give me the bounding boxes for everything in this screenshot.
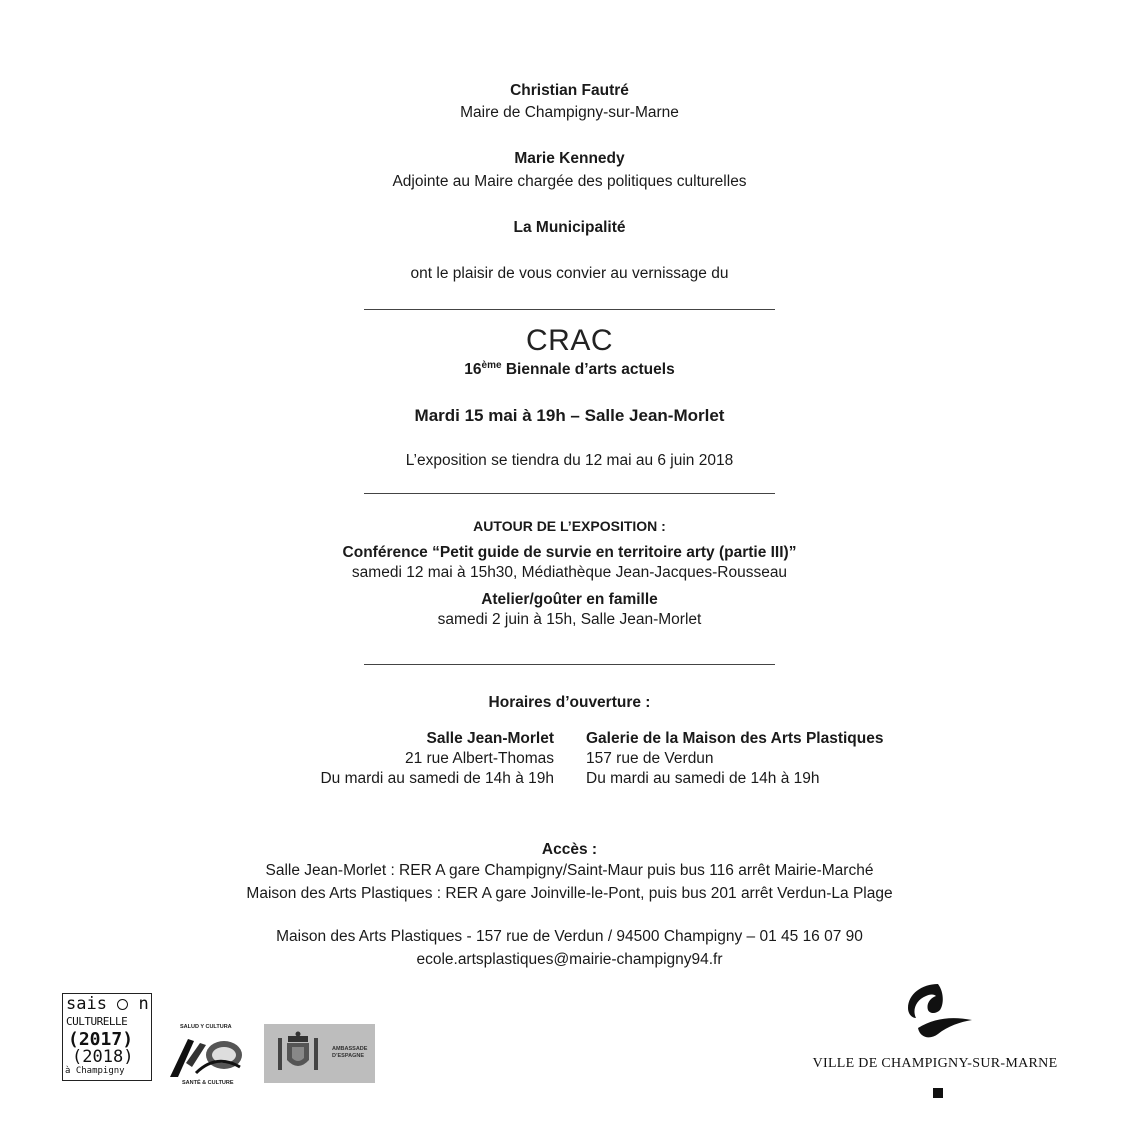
hours-right-name: Galerie de la Maison des Arts Plastiques: [586, 730, 884, 747]
event-subtitle: 16ème Biennale d’arts actuels: [464, 360, 675, 378]
contact-email[interactable]: ecole.artsplastiques@mairie-champigny94.fr: [416, 951, 723, 968]
salud-top-text: SALUD Y CULTURA: [180, 1024, 232, 1030]
event-title: CRAC: [525, 324, 613, 357]
divider-1: [364, 309, 775, 310]
embassy-text: [332, 1046, 367, 1060]
saison-line5: à Champigny: [65, 1066, 125, 1076]
access-line-1: Salle Jean-Morlet : RER A gare Champigny/Saint-Maur puis bus 116 arrêt Mairie-Marché: [265, 862, 874, 879]
hours-right-address: 157 rue de Verdun: [586, 750, 714, 767]
host-role-2: Adjointe au Maire chargée des politiques culturelles: [392, 173, 747, 190]
host-name-1: Christian Fautré: [510, 82, 629, 99]
embassy-text-1: AMBASSADE: [332, 1046, 368, 1052]
event-opening: Mardi 15 mai à 19h – Salle Jean-Morlet: [414, 406, 725, 425]
ville-name: VILLE DE CHAMPIGNY-SUR-MARNE: [812, 1056, 1058, 1071]
saison-line4: (2018): [72, 1047, 134, 1067]
access-heading: Accès :: [541, 841, 598, 858]
hours-left-name: Salle Jean-Morlet: [426, 730, 554, 747]
around-item-detail-1: samedi 12 mai à 15h30, Médiathèque Jean-Jacques-Rousseau: [351, 564, 788, 581]
hours-right-hours: Du mardi au samedi de 14h à 19h: [586, 770, 820, 787]
salud-cultura-logo: [166, 1024, 246, 1088]
coat-of-arms-icon: [274, 1030, 322, 1078]
host-role-1: Maire de Champigny-sur-Marne: [460, 104, 679, 121]
embassy-logo: [264, 1024, 375, 1083]
contact-address: Maison des Arts Plastiques - 157 rue de Verdun / 94500 Champigny – 01 45 16 07 90: [276, 928, 863, 945]
saison-line2: CULTURELLE: [66, 1015, 128, 1028]
host-name-2: Marie Kennedy: [514, 150, 625, 167]
around-item-title-2: Atelier/goûter en famille: [481, 591, 658, 608]
ville-square-mark: [933, 1088, 943, 1098]
hours-right-venue: [586, 729, 883, 789]
saison-culturelle-logo: [62, 993, 152, 1081]
hours-left-address: 21 rue Albert-Thomas: [404, 750, 554, 767]
divider-3: [364, 664, 775, 665]
event-dates: L’exposition se tiendra du 12 mai au 6 juin 2018: [405, 452, 734, 469]
hours-heading: Horaires d’ouverture :: [488, 694, 651, 711]
salud-emblem-icon: [166, 1033, 246, 1079]
around-item-detail-2: samedi 2 juin à 15h, Salle Jean-Morlet: [437, 611, 702, 628]
champigny-emblem-icon: [900, 980, 980, 1044]
around-item-title-1: Conférence “Petit guide de survie en territoire arty (partie III)”: [342, 544, 797, 561]
saison-line1: sais n: [66, 994, 149, 1014]
invitation-line: ont le plaisir de vous convier au vernissage du: [410, 265, 729, 282]
access-line-2: Maison des Arts Plastiques : RER A gare Joinville-le-Pont, puis bus 201 arrêt Verdun-La Plage: [246, 885, 893, 902]
saison-line3: (2017): [68, 1029, 134, 1050]
embassy-text-2: D’ESPAGNE: [332, 1053, 364, 1059]
around-heading: AUTOUR DE L’EXPOSITION :: [473, 518, 666, 534]
salud-bottom-text: SANTÉ & CULTURE: [182, 1080, 234, 1086]
host-name-3: La Municipalité: [513, 219, 626, 236]
hours-left-hours: Du mardi au samedi de 14h à 19h: [320, 770, 554, 787]
divider-2: [364, 493, 775, 494]
hours-left-venue: [320, 729, 554, 789]
